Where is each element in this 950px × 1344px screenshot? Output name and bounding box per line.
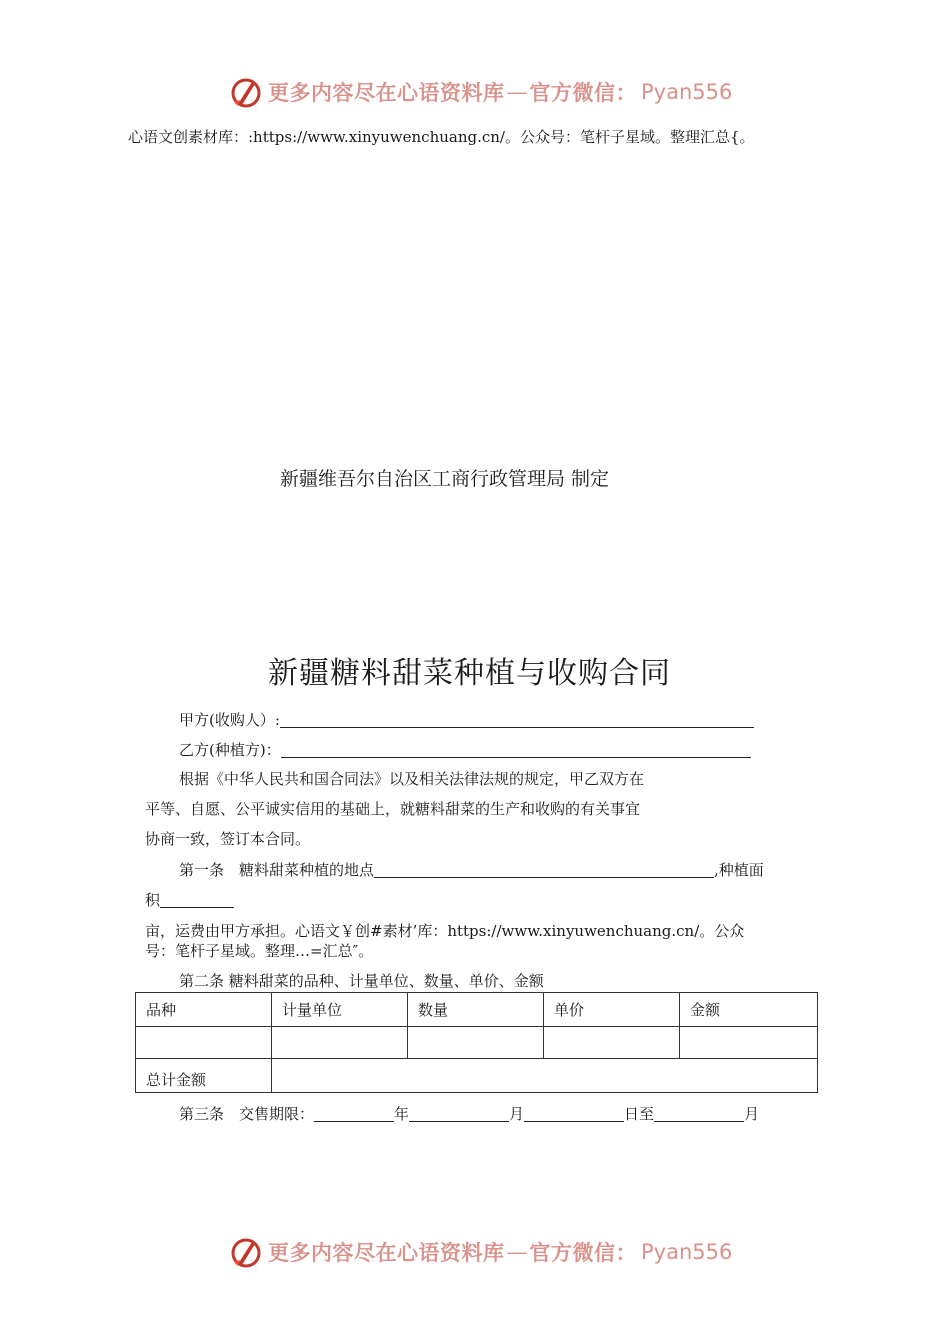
article3-prefix: 第三条 交售期限： — [179, 1105, 315, 1123]
article1-area-label: 积 — [145, 891, 161, 909]
header-unit: 计量单位 — [272, 993, 408, 1027]
banner-text: 更多内容尽在心语资料库 — [268, 1240, 505, 1265]
banner-wechat-id: Pyan556 — [641, 1240, 733, 1264]
year-label: 年 — [394, 1105, 410, 1123]
article3-line — [179, 1106, 759, 1122]
contract-title: 新疆糖料甜菜种植与收购合同 — [268, 656, 671, 691]
start-day-blank[interactable] — [524, 1106, 624, 1122]
banner-wechat-label: 官方微信： — [529, 1240, 637, 1265]
total-amount-cell[interactable] — [272, 1059, 818, 1093]
article1-line-4: 号：笔杆子星域。整理…=汇总″。 — [145, 942, 374, 960]
cell-amount[interactable] — [680, 1027, 818, 1059]
banner-wechat-id: Pyan556 — [641, 80, 733, 104]
month-label: 月 — [509, 1105, 525, 1123]
table-total-row — [136, 1059, 818, 1093]
intro-line-1: 根据《中华人民共和国合同法》以及相关法律法规的规定，甲乙双方在 — [179, 770, 645, 788]
party-a-label: 甲方(收购人）: — [179, 711, 280, 729]
party-b-blank[interactable] — [281, 742, 751, 758]
banner-wechat-label: 官方微信： — [529, 80, 637, 105]
planting-location-blank[interactable] — [374, 862, 714, 878]
product-table — [135, 992, 818, 1093]
article1-line-3: 亩，运费由甲方承担。心语文￥创#素材’库：https://www.xinyuwenchuang.cn/。公众 — [145, 922, 745, 940]
cell-unit-price[interactable] — [544, 1027, 680, 1059]
article1-line-2 — [145, 892, 234, 908]
source-line: 心语文创素材库：:https://www.xinyuwenchuang.cn/。公众号：笔杆子星域。整理汇总{。 — [128, 128, 755, 146]
cell-unit[interactable] — [272, 1027, 408, 1059]
cell-variety[interactable] — [136, 1027, 272, 1059]
header-amount: 金额 — [680, 993, 818, 1027]
article1-prefix: 第一条 糖料甜菜种植的地点 — [179, 861, 375, 879]
article1-suffix: ,种植面 — [714, 861, 764, 879]
party-b-line — [179, 742, 751, 758]
header-unit-price: 单价 — [544, 993, 680, 1027]
header-quantity: 数量 — [408, 993, 544, 1027]
planting-area-blank[interactable] — [160, 892, 234, 908]
intro-line-3: 协商一致，签订本合同。 — [145, 830, 311, 848]
banner-dash: — — [506, 1240, 528, 1264]
cell-quantity[interactable] — [408, 1027, 544, 1059]
banner-text: 更多内容尽在心语资料库 — [268, 80, 505, 105]
bottom-banner — [228, 1234, 732, 1270]
end-month-blank[interactable] — [654, 1106, 744, 1122]
quill-pen-icon — [228, 74, 264, 110]
intro-line-2: 平等、自愿、公平诚实信用的基础上，就糖料甜菜的生产和收购的有关事宜 — [145, 800, 641, 818]
day-to-label: 日至 — [624, 1105, 655, 1123]
article2-heading: 第二条 糖料甜菜的品种、计量单位、数量、单价、金额 — [179, 972, 544, 990]
month2-label: 月 — [744, 1105, 760, 1123]
party-a-line — [179, 712, 754, 728]
total-label: 总计金额 — [136, 1059, 272, 1093]
issuer-line: 新疆维吾尔自治区工商行政管理局 制定 — [280, 468, 610, 490]
header-variety: 品种 — [136, 993, 272, 1027]
top-banner — [228, 74, 732, 110]
start-month-blank[interactable] — [409, 1106, 509, 1122]
quill-pen-icon — [228, 1234, 264, 1270]
party-b-label: 乙方(种植方)： — [179, 741, 281, 759]
party-a-blank[interactable] — [280, 712, 754, 728]
start-year-blank[interactable] — [314, 1106, 394, 1122]
table-row — [136, 1027, 818, 1059]
banner-dash: — — [506, 80, 528, 104]
article1-line-1 — [179, 862, 764, 878]
table-header-row — [136, 993, 818, 1027]
